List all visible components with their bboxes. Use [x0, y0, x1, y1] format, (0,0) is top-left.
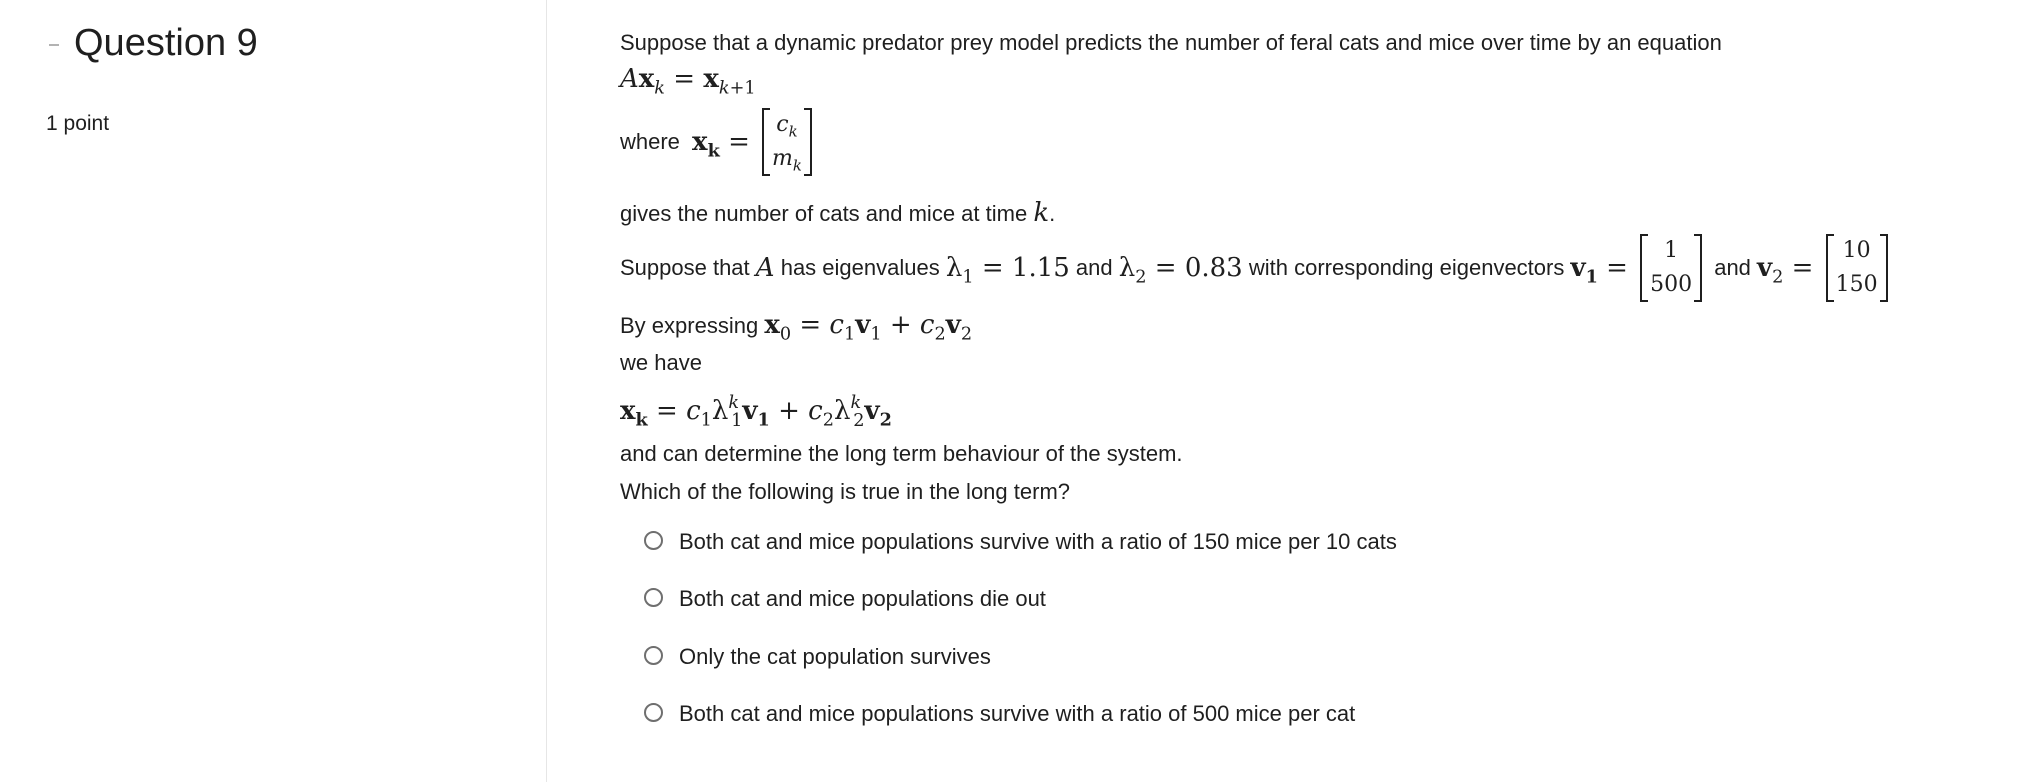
suppose-text: Suppose that — [620, 255, 750, 280]
radio-button-icon[interactable] — [644, 703, 663, 722]
gives-line: gives the number of cats and mice at time k. — [620, 198, 1056, 228]
v2-top: 10 — [1842, 238, 1871, 263]
option-label[interactable]: Both cat and mice populations survive with a ratio of 500 mice per cat — [679, 701, 1356, 726]
we-have-text: we have — [620, 350, 702, 375]
question-sidebar — [0, 0, 547, 782]
radio-button-icon[interactable] — [644, 531, 663, 550]
equation-ax: $Ax_k = x_{k+1}$ — [620, 64, 756, 99]
option-label[interactable]: Only the cat population survives — [679, 644, 991, 669]
radio-button-icon[interactable] — [644, 588, 663, 607]
and-text-1: and — [1075, 255, 1113, 280]
v1-vector — [1640, 234, 1702, 302]
where-line: where $x_k$ = $c_k$ $m_k$ — [620, 108, 818, 176]
v1-top: 1 — [1664, 238, 1679, 263]
lambda1-value: 1.15 — [1011, 253, 1070, 283]
intro-text: Suppose that a dynamic predator prey model predicts the number of feral cats and mice over time by an equation — [620, 30, 1722, 55]
option-label[interactable]: Both cat and mice populations survive with a ratio of 150 mice per 10 cats — [679, 529, 1397, 554]
lambda2-value: 0.83 — [1184, 253, 1243, 283]
and-text-2: and — [1714, 255, 1751, 280]
eigen-line: Suppose that A has eigenvalues $\lambda_1 = 1.15$ and $\lambda_2 = 0.83$ with corresponding eigenvectors $v_1$ = 1 500 and $v_2$ = 10 150 — [620, 234, 1894, 302]
eigvec-text: with corresponding eigenvectors — [1248, 255, 1565, 280]
xk-expansion: $x_k = c_1\lambda^k_1v_1 + c_2\lambda^k_2v_2$ — [620, 393, 892, 431]
radio-button-icon[interactable] — [644, 646, 663, 665]
long-term-text: and can determine the long term behaviour of the system. — [620, 441, 1183, 466]
expressing-line: By expressing $x_0 = c_1v_1 + c_2v_2$ — [620, 310, 973, 345]
v2-vector — [1826, 234, 1888, 302]
question-title: Question 9 — [74, 22, 258, 64]
v1-bottom: 500 — [1650, 272, 1693, 297]
option-label[interactable]: Both cat and mice populations die out — [679, 586, 1046, 611]
has-eigen-text: has eigenvalues — [780, 255, 940, 280]
by-expressing-text: By expressing — [620, 313, 759, 338]
collapse-dash-icon[interactable] — [49, 44, 59, 46]
question-points: 1 point — [46, 112, 110, 135]
xk-vector: $c_k$ $m_k$ — [762, 108, 812, 176]
v2-bottom: 150 — [1835, 272, 1878, 297]
which-text: Which of the following is true in the long term? — [620, 479, 1071, 504]
where-label: where — [620, 129, 680, 154]
gives-text: gives the number of cats and mice at time — [620, 201, 1028, 226]
